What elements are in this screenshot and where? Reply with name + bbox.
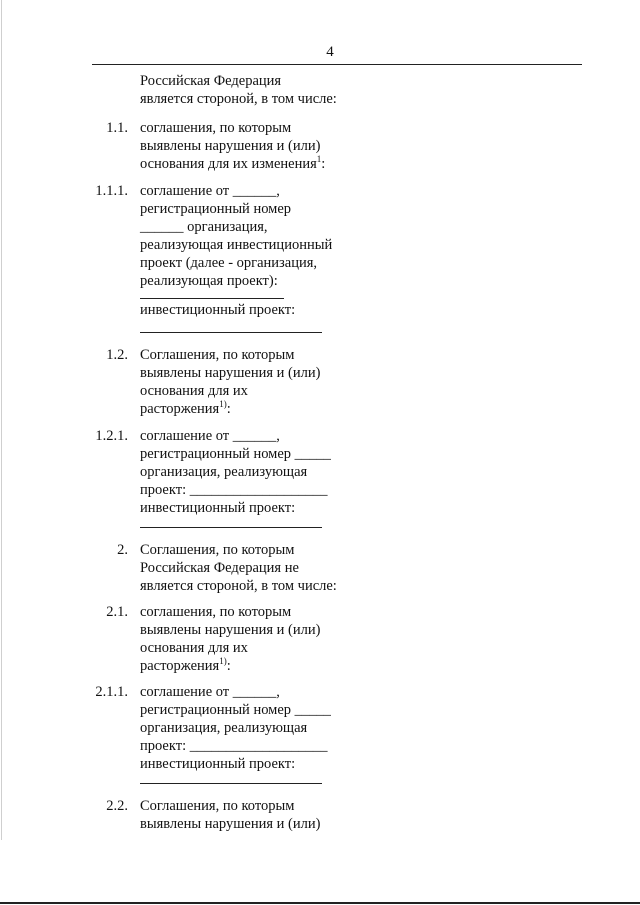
intro-text: Российская Федерация является стороной, в том числе:	[140, 73, 337, 107]
bottom-rule	[0, 902, 640, 904]
section-number: 2.1.1.	[95, 684, 128, 700]
investment-project-label: инвестиционный проект:	[140, 302, 296, 318]
section-number: 1.1.1.	[95, 183, 128, 199]
section-number: 1.2.1.	[95, 428, 128, 444]
section-text: соглашение от ______, регистрационный номер _____ организация, реализующая проект: ___________________ инвестиционный проект:	[140, 428, 331, 516]
section-number: 1.2.	[106, 347, 128, 363]
section-body: Соглашения, по которым выявлены нарушения и (или) основания для их расторжения	[140, 347, 321, 417]
investment-project-blank	[140, 332, 322, 333]
section-text	[140, 603, 360, 675]
investment-project-blank	[140, 783, 322, 784]
section-end: :	[321, 156, 326, 172]
section-text: Соглашения, по которым выявлены нарушения и (или)	[140, 798, 321, 832]
section-number: 2.1.	[106, 604, 128, 620]
page-number: 4	[326, 44, 334, 60]
section-number: 1.1.	[106, 120, 128, 136]
section-end: :	[226, 401, 231, 417]
header-rule	[92, 64, 582, 65]
investment-project-blank	[140, 527, 322, 528]
footnote-mark: 1)	[219, 656, 227, 667]
footnote-mark: 1)	[219, 399, 227, 410]
section-body: соглашения, по которым выявлены нарушения и (или) основания для их изменения	[140, 120, 321, 172]
section-number: 2.	[117, 542, 128, 558]
section-number: 2.2.	[106, 798, 128, 814]
section-text: Соглашения, по которым Российская Федерация не является стороной, в том числе:	[140, 542, 337, 594]
section-end: :	[226, 658, 231, 674]
section-text: соглашение от ______, регистрационный номер _____ организация, реализующая проект: ___________________ инвестиционный проект:	[140, 684, 331, 772]
footnote-mark: 1	[316, 154, 322, 165]
section-body: соглашения, по которым выявлены нарушения и (или) основания для их расторжения	[140, 604, 321, 674]
organization-name-blank	[140, 298, 284, 299]
section-text	[140, 346, 360, 418]
section-text: соглашение от ______, регистрационный номер ______ организация, реализующая инвестиционный проект (далее - организация, реализующая проект):	[140, 183, 333, 289]
section-text	[140, 119, 360, 173]
